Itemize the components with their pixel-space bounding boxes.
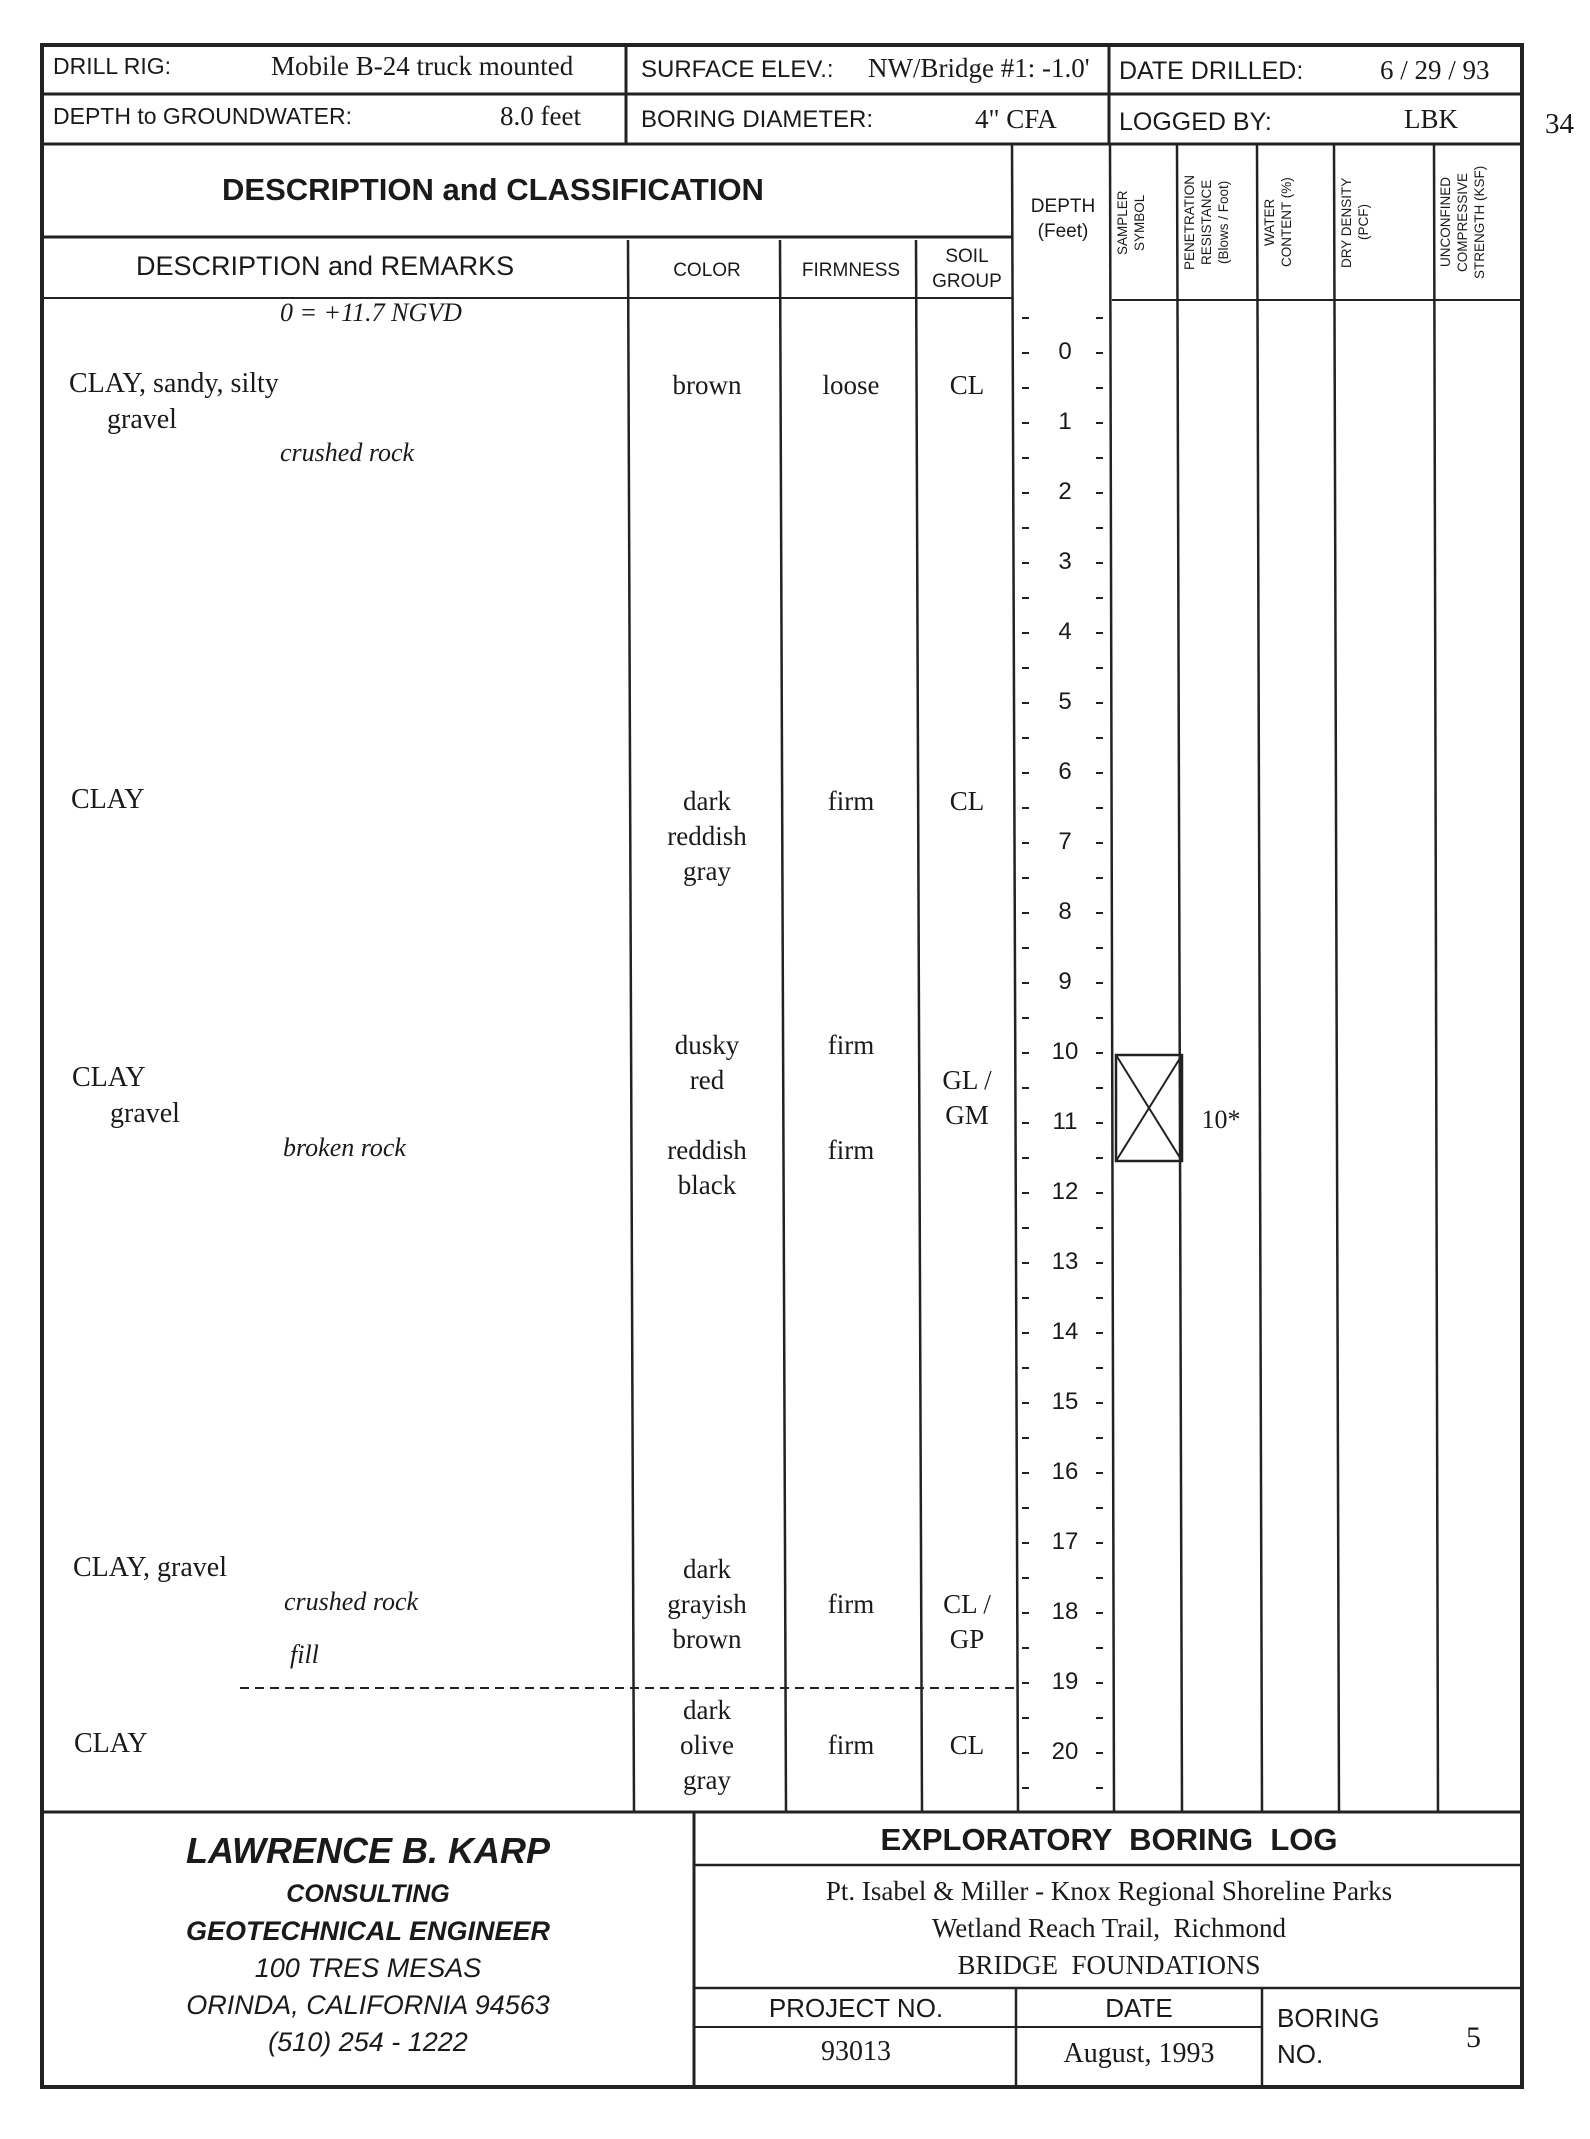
penetration-header <box>1181 150 1259 295</box>
firmness-header: FIRMNESS <box>801 260 901 281</box>
date-value: August, 1993 <box>1063 2038 1215 2069</box>
penetration-header-line-3: (Blows / Foot) <box>1216 180 1231 265</box>
depth-dash <box>1022 1192 1029 1194</box>
depth-dash <box>1022 912 1029 914</box>
depth-dash <box>1022 457 1029 459</box>
date-drilled-label: DATE DRILLED: <box>1119 57 1304 85</box>
depth-dash <box>1022 702 1029 704</box>
layer-5-firmness: firm <box>827 1730 875 1760</box>
layer-3-firmness-a: firm <box>827 1030 875 1060</box>
layer-1-remark: crushed rock <box>280 438 415 467</box>
project-description <box>696 1873 1522 1984</box>
depth-dash <box>1022 1752 1029 1754</box>
groundwater-label: DEPTH to GROUNDWATER: <box>53 103 353 129</box>
layer-2-color-line-1: dark <box>683 786 731 816</box>
layer-2-color <box>632 784 782 889</box>
layer-4-color-line-3: brown <box>672 1624 742 1654</box>
depth-dash <box>1022 1437 1029 1439</box>
datum-note: 0 = +11.7 NGVD <box>280 298 462 327</box>
depth-dash <box>1096 1297 1103 1299</box>
depth-tick-18: 18 <box>1051 1598 1079 1625</box>
boring-diameter-label: BORING DIAMETER: <box>641 106 874 133</box>
depth-dash <box>1096 1437 1103 1439</box>
depth-tick-5: 5 <box>1058 688 1072 715</box>
depth-dash <box>1022 877 1029 879</box>
depth-dash <box>1022 1367 1029 1369</box>
drill-rig-label: DRILL RIG: <box>53 53 172 79</box>
penetration-value: 10* <box>1201 1105 1241 1134</box>
depth-dash <box>1022 1017 1029 1019</box>
layer-3-soil-group <box>920 1063 1014 1133</box>
layer-3-color-b-line-2: black <box>677 1170 737 1200</box>
depth-dash <box>1096 422 1103 424</box>
layer-2-firmness: firm <box>827 786 875 816</box>
drill-rig-value: Mobile B-24 truck mounted <box>271 51 574 81</box>
depth-header <box>1014 194 1112 244</box>
depth-dash <box>1096 1472 1103 1474</box>
project-no-label: PROJECT NO. <box>768 1993 944 2023</box>
layer-3-color-b-line-1: reddish <box>667 1135 747 1165</box>
depth-tick-8: 8 <box>1058 898 1072 925</box>
depth-dash <box>1022 1682 1029 1684</box>
depth-dash <box>1096 352 1103 354</box>
log-title: EXPLORATORY BORING LOG <box>880 1822 1338 1857</box>
depth-tick-0: 0 <box>1058 338 1072 365</box>
depth-dash <box>1096 492 1103 494</box>
project-line-1: Pt. Isabel & Miller - Knox Regional Shoreline Parks <box>825 1876 1393 1906</box>
depth-dash <box>1096 667 1103 669</box>
depth-dash <box>1096 1507 1103 1509</box>
boring-label-line-1: BORING <box>1277 2003 1380 2033</box>
groundwater-value: 8.0 feet <box>500 101 581 131</box>
depth-dash <box>1096 1087 1103 1089</box>
layer-3-firmness-b: firm <box>827 1135 875 1165</box>
penetration-header-line-2: RESISTANCE <box>1199 179 1214 266</box>
color-header: COLOR <box>673 260 741 281</box>
layer-5-color-line-2: olive <box>680 1730 734 1760</box>
layer-1-soil-group: CL <box>949 370 985 400</box>
depth-dash <box>1096 807 1103 809</box>
depth-dash <box>1096 1227 1103 1229</box>
penetration-header-line-1: PENETRATION <box>1182 175 1197 271</box>
soil-group-header-line-2: GROUP <box>932 271 1002 292</box>
depth-dash <box>1096 457 1103 459</box>
soil-group-header <box>920 244 1014 294</box>
layer-3-soil-type: CLAY <box>72 1062 146 1093</box>
sampler-header <box>1114 150 1180 295</box>
depth-dash <box>1096 1017 1103 1019</box>
depth-dash <box>1022 597 1029 599</box>
depth-dash <box>1096 912 1103 914</box>
depth-dash <box>1096 947 1103 949</box>
soil-group-header-line-1: SOIL <box>945 246 989 267</box>
depth-dash <box>1096 632 1103 634</box>
depth-dash <box>1096 1577 1103 1579</box>
layer-4-fill-note: fill <box>290 1640 319 1669</box>
depth-dash <box>1096 702 1103 704</box>
depth-dash <box>1022 1542 1029 1544</box>
water-content-header <box>1261 150 1336 295</box>
layer-4-description: CLAY, gravel <box>73 1552 227 1583</box>
boring-diameter-value: 4" CFA <box>975 104 1057 134</box>
depth-dash <box>1096 317 1103 319</box>
depth-dash <box>1022 422 1029 424</box>
depth-dash <box>1096 1402 1103 1404</box>
depth-dash <box>1096 1367 1103 1369</box>
depth-tick-4: 4 <box>1058 618 1072 645</box>
layer-5-description: CLAY <box>74 1728 148 1759</box>
depth-dash <box>1096 877 1103 879</box>
layer-5-color-line-3: gray <box>683 1765 731 1795</box>
depth-tick-11: 11 <box>1052 1108 1078 1135</box>
depth-dash <box>1022 667 1029 669</box>
depth-dash <box>1022 1262 1029 1264</box>
depth-dash <box>1022 352 1029 354</box>
depth-dash <box>1022 1052 1029 1054</box>
ucs-header-line-2: COMPRESSIVE <box>1455 172 1470 273</box>
depth-dash <box>1022 1157 1029 1159</box>
depth-dash <box>1022 737 1029 739</box>
depth-tick-13: 13 <box>1051 1248 1079 1275</box>
depth-dash <box>1022 1787 1029 1789</box>
layer-2-color-line-2: reddish <box>667 821 747 851</box>
depth-dash <box>1096 1752 1103 1754</box>
firm-name: LAWRENCE B. KARP <box>185 1830 550 1871</box>
layer-3-description <box>72 1060 180 1132</box>
depth-dash <box>1022 1717 1029 1719</box>
depth-dash <box>1022 1647 1029 1649</box>
surface-elev-label: SURFACE ELEV.: <box>641 56 834 83</box>
depth-tick-20: 20 <box>1051 1738 1079 1765</box>
depth-dash <box>1022 1087 1029 1089</box>
layer-1-color-line-1: brown <box>672 370 742 400</box>
layer-3-remark: broken rock <box>283 1133 406 1162</box>
layer-4-soil-group-line-2: GP <box>949 1624 985 1654</box>
project-no-value: 93013 <box>821 2036 891 2067</box>
depth-dash <box>1022 807 1029 809</box>
page-number: 34 <box>1545 108 1574 140</box>
logged-by-value: LBK <box>1404 104 1458 134</box>
depth-dash <box>1022 1577 1029 1579</box>
surface-elev-value: NW/Bridge #1: -1.0' <box>868 53 1090 83</box>
depth-dash <box>1096 1262 1103 1264</box>
layer-1-firmness: loose <box>822 370 880 400</box>
depth-dash <box>1022 1297 1029 1299</box>
project-line-2: Wetland Reach Trail, Richmond <box>931 1913 1287 1943</box>
depth-tick-17: 17 <box>1051 1528 1079 1555</box>
depth-dash <box>1096 1192 1103 1194</box>
date-drilled-value: 6 / 29 / 93 <box>1380 55 1490 85</box>
layer-4-firmness: firm <box>827 1589 875 1619</box>
depth-dash <box>1022 1507 1029 1509</box>
depth-dash <box>1022 387 1029 389</box>
dry-density-header-line-2: (PCF) <box>1356 204 1371 241</box>
depth-tick-2: 2 <box>1058 478 1072 505</box>
description-header: DESCRIPTION and REMARKS <box>136 251 515 281</box>
depth-dash <box>1022 317 1029 319</box>
depth-header-line-2: (Feet) <box>1037 221 1089 242</box>
boring-label-line-2: NO. <box>1277 2039 1324 2069</box>
depth-dash <box>1096 772 1103 774</box>
layer-3-secondary: gravel <box>110 1098 180 1129</box>
depth-dash <box>1022 632 1029 634</box>
logged-by-label: LOGGED BY: <box>1119 108 1272 136</box>
layer-4-color-line-1: dark <box>683 1554 731 1584</box>
depth-tick-1: 1 <box>1058 408 1072 435</box>
depth-dash <box>1022 562 1029 564</box>
firm-line-street: 100 TRES MESAS <box>254 1953 482 1983</box>
dry-density-header <box>1338 150 1436 295</box>
depth-dash <box>1096 527 1103 529</box>
depth-tick-6: 6 <box>1058 758 1072 785</box>
sampler-header-line-2: SYMBOL <box>1132 194 1147 251</box>
layer-4-color-line-2: grayish <box>667 1589 747 1619</box>
depth-dash <box>1096 1332 1103 1334</box>
layer-5-color <box>632 1693 782 1798</box>
sampler-header-line-1: SAMPLER <box>1115 190 1130 255</box>
depth-dash <box>1022 1332 1029 1334</box>
boring-no-label <box>1277 2000 1380 2072</box>
depth-dash <box>1096 387 1103 389</box>
layer-3-color-a-line-2: red <box>689 1065 725 1095</box>
firm-line-consulting: CONSULTING <box>286 1880 450 1908</box>
depth-tick-16: 16 <box>1051 1458 1079 1485</box>
depth-dash <box>1096 982 1103 984</box>
firm-line-city: ORINDA, CALIFORNIA 94563 <box>186 1990 550 2020</box>
ucs-header-line-1: UNCONFINED <box>1438 177 1453 268</box>
depth-dash <box>1022 772 1029 774</box>
project-line-3: BRIDGE FOUNDATIONS <box>957 1950 1261 1980</box>
depth-dash <box>1022 947 1029 949</box>
depth-tick-19: 19 <box>1051 1668 1079 1695</box>
firm-line-phone: (510) 254 - 1222 <box>268 2027 468 2057</box>
depth-dash <box>1096 1542 1103 1544</box>
depth-dash <box>1022 1472 1029 1474</box>
layer-3-color-b <box>632 1133 782 1203</box>
layer-1-color <box>632 368 782 403</box>
layer-3-color-a-line-1: dusky <box>674 1030 740 1060</box>
layer-4-remark: crushed rock <box>284 1587 419 1616</box>
layer-1-secondary: gravel <box>107 404 177 435</box>
depth-dash <box>1096 562 1103 564</box>
dry-density-header-line-1: DRY DENSITY <box>1339 177 1354 268</box>
depth-tick-12: 12 <box>1051 1178 1079 1205</box>
depth-dash <box>1022 1612 1029 1614</box>
water-content-header-line-2: CONTENT (%) <box>1279 177 1294 268</box>
depth-dash <box>1022 492 1029 494</box>
ucs-header <box>1437 150 1521 295</box>
layer-3-color-a <box>632 1028 782 1098</box>
depth-dash <box>1096 1157 1103 1159</box>
depth-dash <box>1096 597 1103 599</box>
depth-dash <box>1022 982 1029 984</box>
layer-2-description: CLAY <box>71 784 145 815</box>
depth-dash <box>1022 1227 1029 1229</box>
layer-1-description <box>69 366 279 438</box>
depth-dash <box>1096 842 1103 844</box>
depth-dash <box>1096 1052 1103 1054</box>
depth-tick-15: 15 <box>1051 1388 1079 1415</box>
depth-tick-7: 7 <box>1058 828 1072 855</box>
layer-2-color-line-3: gray <box>683 856 731 886</box>
depth-tick-9: 9 <box>1058 968 1072 995</box>
ucs-header-line-3: STRENGTH (KSF) <box>1472 165 1487 280</box>
layer-5-soil-group: CL <box>949 1730 985 1760</box>
depth-dash <box>1096 1647 1103 1649</box>
depth-header-line-1: DEPTH <box>1030 196 1096 217</box>
boring-no-value: 5 <box>1466 2021 1481 2054</box>
depth-tick-10: 10 <box>1051 1038 1079 1065</box>
layer-4-soil-group <box>920 1587 1014 1657</box>
layer-4-color <box>632 1552 782 1657</box>
depth-dash <box>1096 1787 1103 1789</box>
depth-dash <box>1096 1682 1103 1684</box>
water-content-header-line-1: WATER <box>1262 198 1277 247</box>
firm-address-block <box>42 1876 694 2061</box>
depth-dash <box>1096 737 1103 739</box>
depth-tick-14: 14 <box>1051 1318 1079 1345</box>
layer-4-soil-group-line-1: CL / <box>943 1589 991 1619</box>
depth-dash <box>1022 527 1029 529</box>
section-title: DESCRIPTION and CLASSIFICATION <box>222 172 764 207</box>
depth-dash <box>1022 1122 1029 1124</box>
depth-dash <box>1096 1122 1103 1124</box>
depth-tick-3: 3 <box>1058 548 1072 575</box>
date-label: DATE <box>1105 1993 1173 2023</box>
depth-dash <box>1096 1612 1103 1614</box>
depth-dash <box>1022 842 1029 844</box>
layer-3-soil-group-line-1: GL / <box>942 1065 992 1095</box>
layer-5-color-line-1: dark <box>683 1695 731 1725</box>
firm-line-engineer: GEOTECHNICAL ENGINEER <box>185 1916 551 1946</box>
depth-dash <box>1096 1717 1103 1719</box>
layer-2-soil-group: CL <box>949 786 985 816</box>
layer-1-soil-type: CLAY, sandy, silty <box>69 368 279 399</box>
depth-dash <box>1022 1402 1029 1404</box>
layer-3-soil-group-line-2: GM <box>945 1100 989 1130</box>
